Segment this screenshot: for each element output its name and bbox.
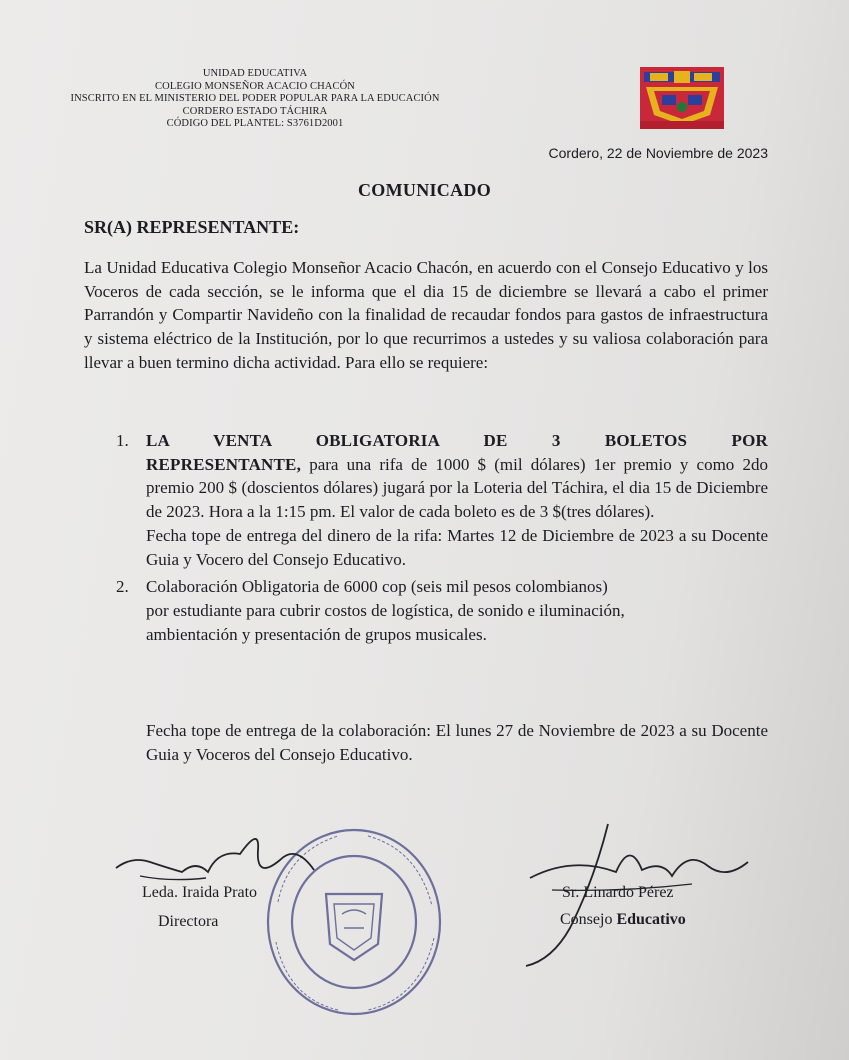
document-date: Cordero, 22 de Noviembre de 2023 (548, 145, 768, 161)
header-line-colegio: COLEGIO MONSEÑOR ACACIO CHACÓN (155, 80, 355, 92)
list-item-text: para una rifa de 1000 $ (mil dólares) 1er premio y como 2do premio 200 $ (doscientos dólares) jugará por la Loteria del Táchira, el dia 15 de Diciembre de 2023. Hora a la 1:15 pm. El valor de cada boleto es de 3 $(tres dólares). (146, 454, 768, 522)
list-item (110, 575, 768, 646)
collaboration-deadline: Fecha tope de entrega de la colaboración: El lunes 27 de Noviembre de 2023 a su Docente Guia y Voceros del Consejo Educativo. (146, 721, 768, 764)
list-item (110, 429, 768, 571)
list-item-line: Colaboración Obligatoria de 6000 cop (seis mil pesos colombianos) (146, 577, 608, 597)
right-signatory-role (560, 911, 686, 929)
right-role-word: Educativo (612, 911, 686, 928)
header-line-ministerio: INSCRITO EN EL MINISTERIO DEL PODER POPULAR PARA LA EDUCACIÓN (70, 93, 440, 104)
left-signatory-role: Directora (158, 913, 219, 930)
requirements-list (110, 429, 768, 646)
list-item-lead-word: REPRESENTANTE, (146, 454, 302, 474)
right-signatory-name: Sr. Linardo Pérez (562, 884, 674, 901)
list-item-lead-line: LA VENTA OBLIGATORIA DE 3 BOLETOS POR (146, 431, 768, 450)
salutation: SR(A) REPRESENTANTE: (84, 217, 300, 237)
header-line-location: CORDERO ESTADO TÁCHIRA (182, 105, 328, 117)
school-header (30, 68, 480, 131)
header-line-codigo: CÓDIGO DEL PLANTEL: S3761D2001 (166, 118, 344, 129)
school-logo-icon (640, 67, 724, 129)
document-title: COMUNICADO (358, 180, 491, 200)
intro-paragraph: La Unidad Educativa Colegio Monseñor Acacio Chacón, en acuerdo con el Consejo Educativo y los Voceros de cada sección, se le informa que el dia 15 de diciembre se llevará a cabo el primer Parrandón y Compartir Navideño con la finalidad de recaudar fondos para gastos de infraestructura y sistema eléctrico de la Institución, por lo que recurrimos a ustedes y su valiosa colaboración para llevar a buen termino dicha actividad. Para ello se requiere: (84, 258, 768, 372)
list-item-number: 1. (116, 431, 129, 450)
list-item-number: 2. (116, 577, 129, 597)
list-item-line: por estudiante para cubrir costos de logística, de sonido e iluminación, (146, 600, 625, 620)
header-line-unidad: UNIDAD EDUCATIVA (202, 68, 308, 79)
left-signatory-name: Leda. Iraida Prato (142, 884, 258, 901)
list-item-line: ambientación y presentación de grupos musicales. (146, 624, 487, 644)
right-role-word: Consejo (560, 911, 613, 928)
raffle-deadline: Fecha tope de entrega del dinero de la rifa: Martes 12 de Diciembre de 2023 a su Docente Guia y Vocero del Consejo Educativo. (146, 525, 768, 569)
